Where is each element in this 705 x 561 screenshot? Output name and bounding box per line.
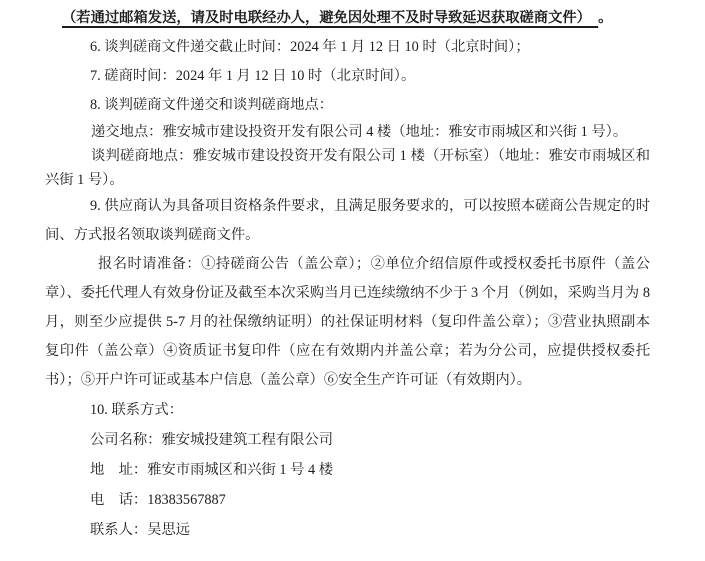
company-name-label: 公司名称： — [90, 432, 162, 448]
negotiation-location-line: 谈判磋商地点：雅安城市建设投资开发有限公司 1 楼（开标室）（地址：雅安市雨城区和兴街 1 号）。 — [45, 148, 650, 188]
item-6-submission-deadline: 6. 谈判磋商文件递交截止时间：2024 年 1 月 12 日 10 时（北京时间）； — [90, 39, 530, 55]
address-value: 雅安市雨城区和兴街 1 号 4 楼 — [147, 462, 334, 478]
company-name-value: 雅安城投建筑工程有限公司 — [161, 432, 334, 448]
company-name-line — [45, 425, 650, 455]
item-9-supplier-eligibility: 9. 供应商认为具备项目资格条件要求，且满足服务要求的，可以按照本磋商公告规定的时间、方式报名领取谈判磋商文件。 — [45, 198, 650, 243]
delivery-location-line: 递交地点：雅安城市建设投资开发有限公司 4 楼（地址：雅安市雨城区和兴街 1 号）。 — [91, 124, 628, 140]
contact-person-line — [45, 515, 650, 545]
item-7-negotiation-time: 7. 磋商时间：2024 年 1 月 12 日 10 时（北京时间）。 — [90, 68, 416, 84]
contact-person-label: 联系人： — [90, 522, 148, 538]
phone-line — [45, 485, 650, 515]
item-8-locations-heading: 8. 谈判磋商文件递交和谈判磋商地点： — [90, 97, 334, 113]
phone-label: 电 话： — [90, 492, 148, 508]
address-line — [45, 455, 650, 485]
mail-note-period: 。 — [598, 10, 613, 26]
contact-person-value: 吴思远 — [147, 522, 191, 538]
item-10-contact-heading: 10. 联系方式： — [90, 402, 183, 418]
mail-note-line — [45, 3, 650, 33]
address-label: 地 址： — [90, 462, 148, 478]
phone-value: 18383567887 — [147, 492, 226, 508]
mail-note-underlined-text: （若通过邮箱发送，请及时电联经办人，避免因处理不及时导致延迟获取磋商文件） — [62, 10, 599, 26]
registration-materials-paragraph: 报名时请准备：①持磋商公告（盖公章）；②单位介绍信原件或授权委托书原件（盖公章）、委托代理人有效身份证及截至本次采购当月已连续缴纳不少于 3 个月（例如，采购当月为 8 月，则至少应提供 5-7 月的社保缴纳证明）的社保证明材料（复印件盖公章）；③营业执照副本复印件（盖公章）④资质证书复印件（应在有效期内并盖公章；若为分公司，应提供授权委托书）；⑤开户许可证或基本户信息（盖公章）⑥安全生产许可证（有效期内）。 — [45, 256, 650, 388]
